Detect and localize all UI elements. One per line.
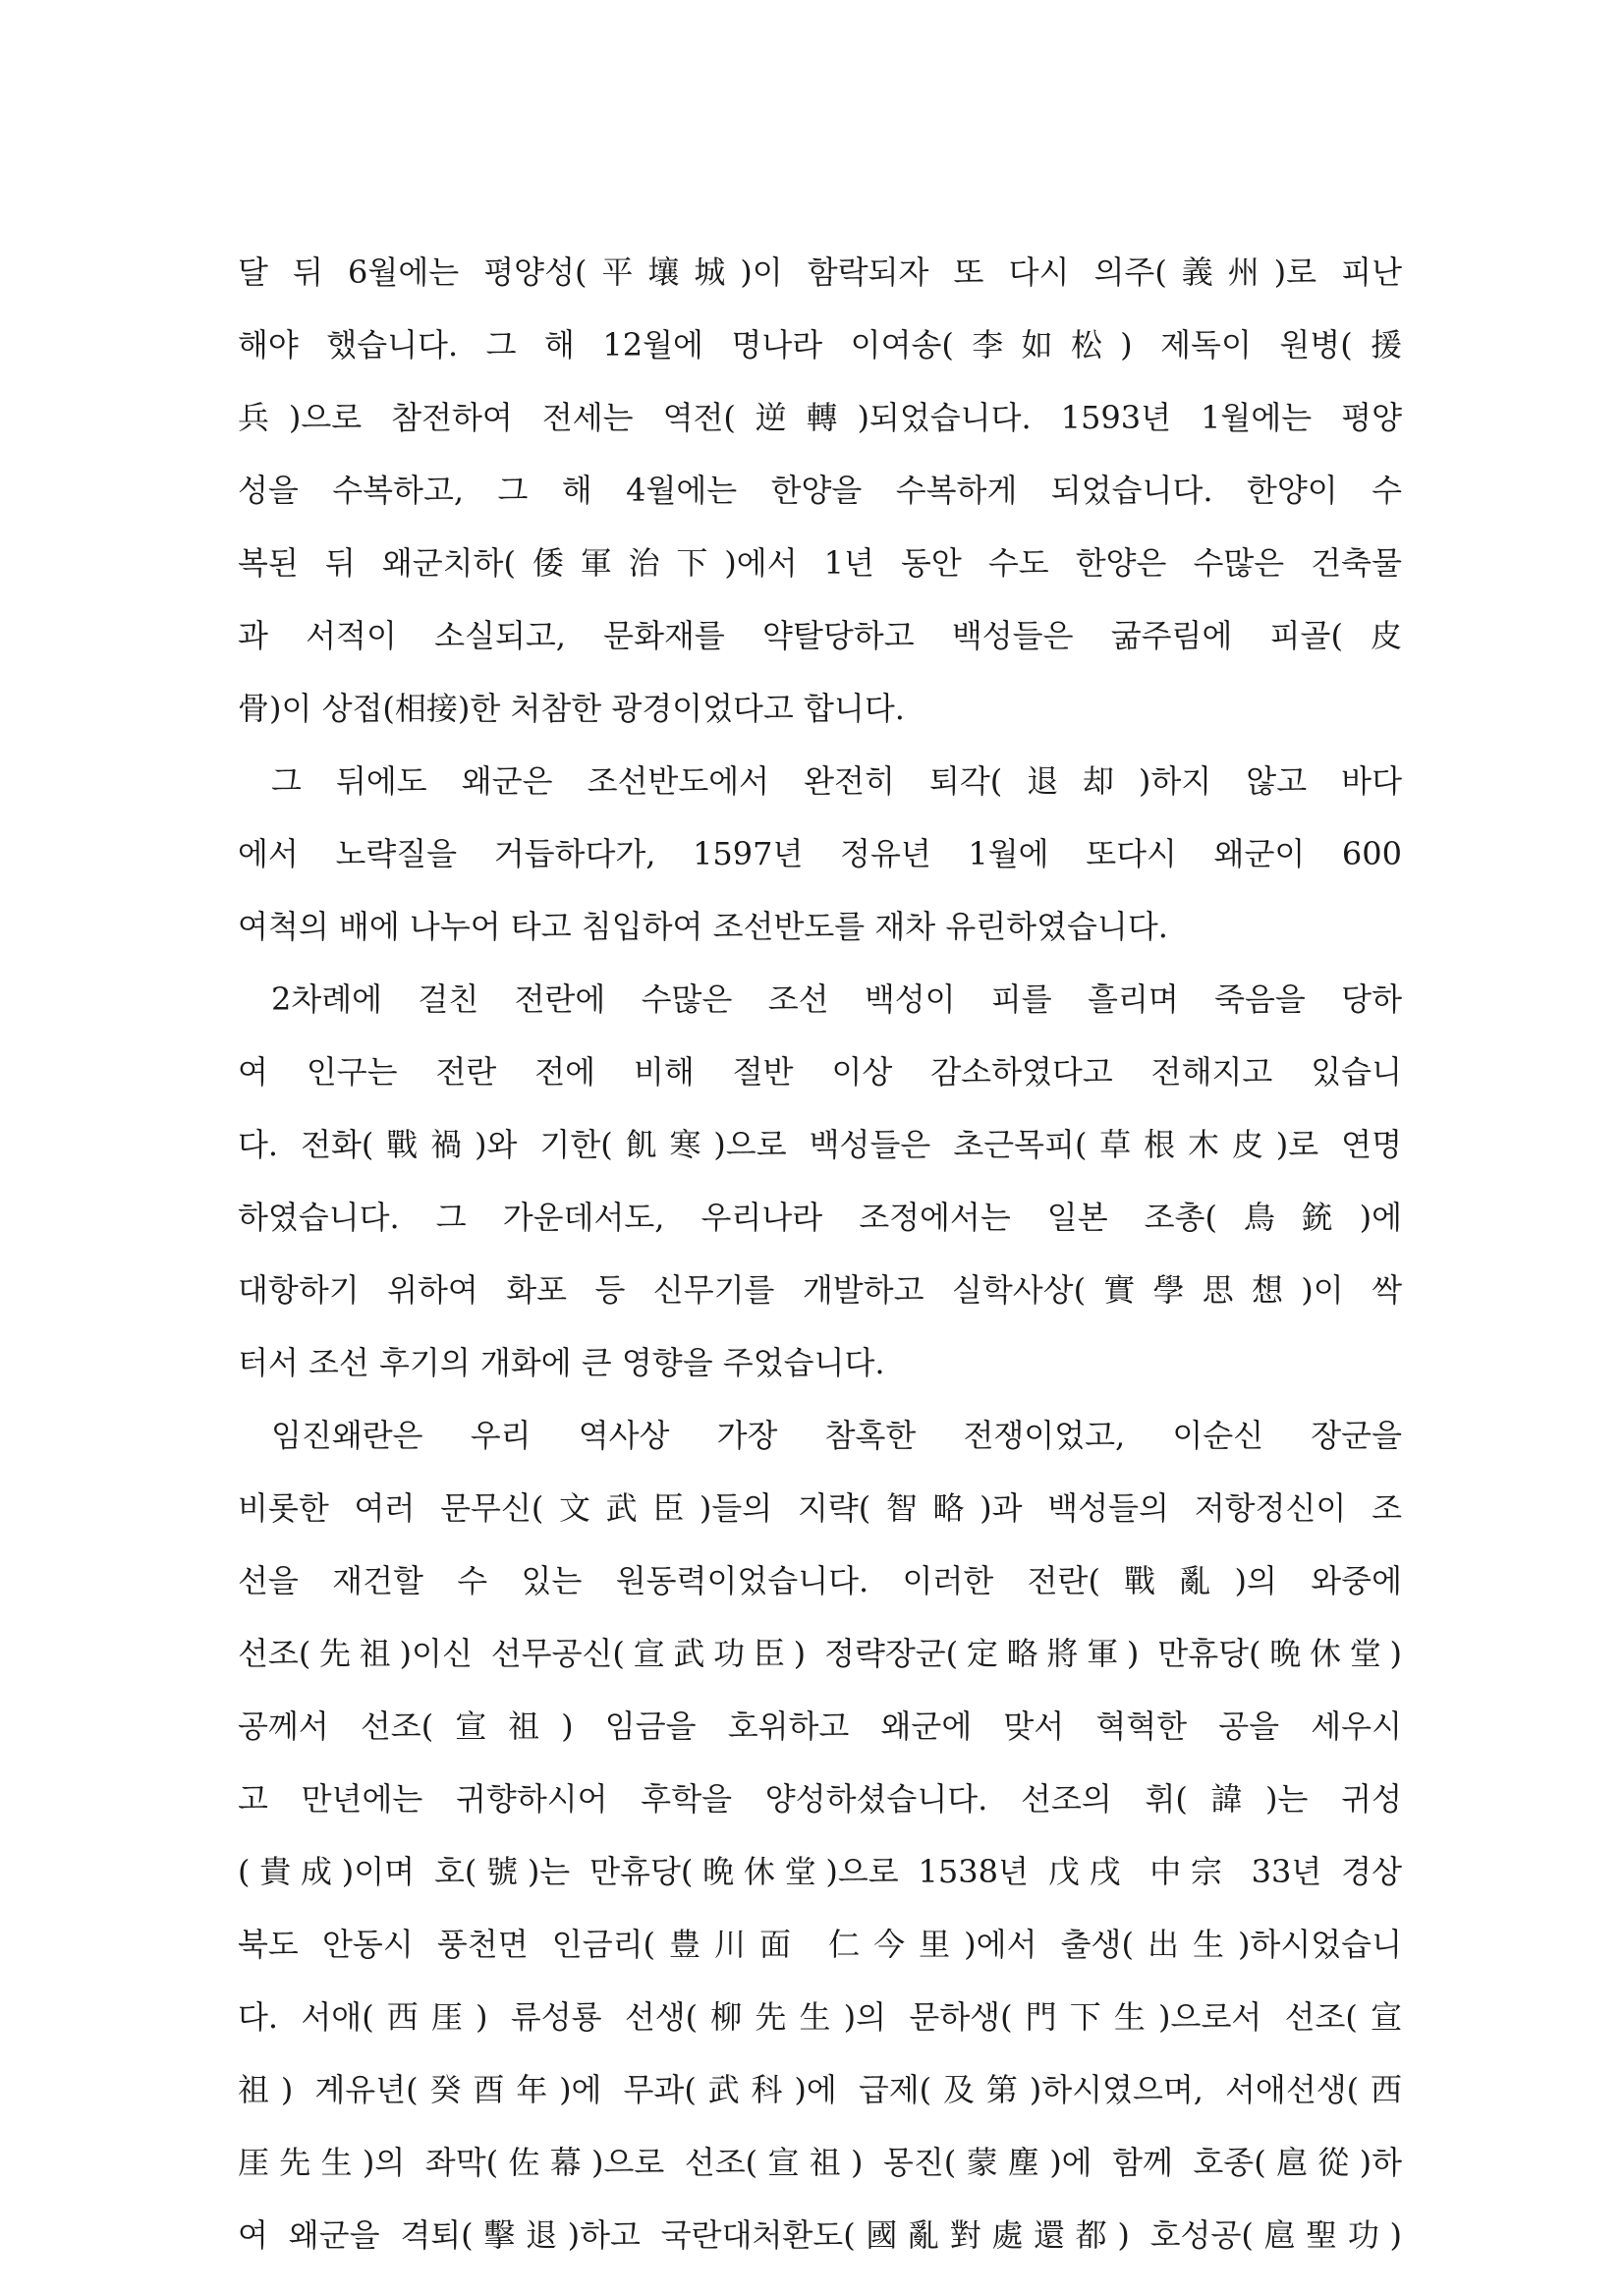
text-line: 선을 재건할 수 있는 원동력이었습니다. 이러한 전란(戰亂)의 와중에	[238, 1562, 1402, 1599]
text-line: 祖) 계유년(癸酉年)에 무과(武科)에 급제(及第)하시였으며, 서애선생(西	[238, 2071, 1402, 2108]
text-line: 해야 했습니다. 그 해 12월에 명나라 이여송(李如松) 제독이 원병(援	[238, 326, 1402, 364]
text-line: 2차례에 걸친 전란에 수많은 조선 백성이 피를 흘리며 죽음을 당하	[271, 980, 1402, 1018]
text-line: 선조(先祖)이신 선무공신(宣武功臣) 정략장군(定略將軍) 만휴당(晩休堂)	[238, 1635, 1402, 1672]
text-line: 여척의 배에 나누어 타고 침입하여 조선반도를 재차 유린하였습니다.	[238, 908, 1168, 945]
text-line: 고 만년에는 귀향하시어 후학을 양성하셨습니다. 선조의 휘(諱)는 귀성	[238, 1780, 1402, 1818]
text-line: 다. 서애(西厓) 류성룡 선생(柳先生)의 문하생(門下生)으로서 선조(宣	[238, 1998, 1402, 2036]
text-line: 骨)이 상접(相接)한 처참한 광경이었다고 합니다.	[238, 690, 905, 727]
text-line: 달 뒤 6월에는 평양성(平壤城)이 함락되자 또 다시 의주(義州)로 피난	[238, 253, 1402, 291]
text-line: 공께서 선조(宣祖) 임금을 호위하고 왜군에 맞서 혁혁한 공을 세우시	[238, 1708, 1402, 1745]
text-line: 복된 뒤 왜군치하(倭軍治下)에서 1년 동안 수도 한양은 수많은 건축물	[238, 544, 1402, 582]
document-body	[238, 236, 1402, 2271]
text-line: 과 서적이 소실되고, 문화재를 약탈당하고 백성들은 굶주림에 피골(皮	[238, 617, 1402, 654]
text-line: 북도 안동시 풍천면 인금리(豊川面 仁今里)에서 출생(出生)하시었습니	[238, 1926, 1402, 1963]
text-line: 여 인구는 전란 전에 비해 절반 이상 감소하였다고 전해지고 있습니	[238, 1053, 1402, 1091]
text-line: 대항하기 위하여 화포 등 신무기를 개발하고 실학사상(實學思想)이 싹	[238, 1271, 1402, 1309]
text-line: 비롯한 여러 문무신(文武臣)들의 지략(智略)과 백성들의 저항정신이 조	[238, 1489, 1402, 1527]
text-line: 임진왜란은 우리 역사상 가장 참혹한 전쟁이었고, 이순신 장군을	[271, 1417, 1402, 1454]
text-line: 터서 조선 후기의 개화에 큰 영향을 주었습니다.	[238, 1344, 885, 1381]
text-line: 여 왜군을 격퇴(擊退)하고 국란대처환도(國亂對處還都) 호성공(扈聖功)	[238, 2216, 1402, 2254]
text-line: 성을 수복하고, 그 해 4월에는 한양을 수복하게 되었습니다. 한양이 수	[238, 472, 1402, 509]
text-line: 다. 전화(戰禍)와 기한(飢寒)으로 백성들은 초근목피(草根木皮)로 연명	[238, 1126, 1402, 1163]
text-line: 厓先生)의 좌막(佐幕)으로 선조(宣祖) 몽진(蒙塵)에 함께 호종(扈從)하	[238, 2144, 1402, 2181]
text-line: (貴成)이며 호(號)는 만휴당(晩休堂)으로 1538년 戊戌 中宗 33년 경상	[238, 1853, 1402, 1890]
text-line: 그 뒤에도 왜군은 조선반도에서 완전히 퇴각(退却)하지 않고 바다	[271, 762, 1402, 800]
text-line: 에서 노략질을 거듭하다가, 1597년 정유년 1월에 또다시 왜군이 600	[238, 835, 1402, 872]
text-line: 兵)으로 참전하여 전세는 역전(逆轉)되었습니다. 1593년 1월에는 평양	[238, 399, 1402, 436]
text-line: 하였습니다. 그 가운데서도, 우리나라 조정에서는 일본 조총(鳥銃)에	[238, 1199, 1402, 1236]
